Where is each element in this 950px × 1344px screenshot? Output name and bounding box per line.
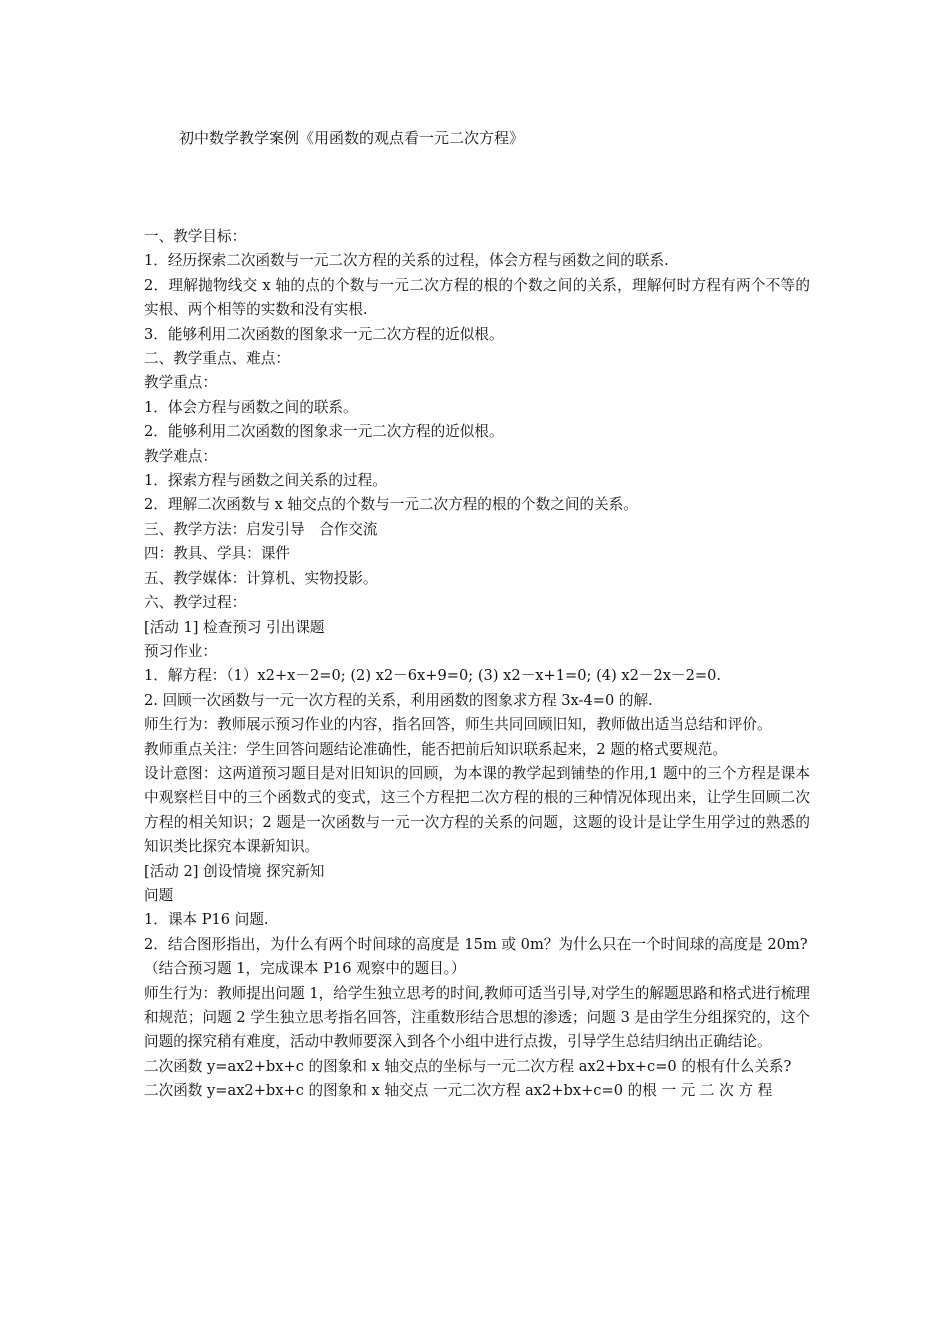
section-heading-media: 五、教学媒体：计算机、实物投影。 (144, 569, 378, 587)
paragraph: 师生行为：教师提出问题 1，给学生独立思考的时间,教师可适当引导,对学生的解题思路和格式进行梳理和规范；问题 2 学生独立思考指名回答，注重数形结合思想的渗透；问题 3 是由学生分组探究的，这个问题的探究稍有难度，活动中教师要深入到各个小组中进行点拨，引导学生总结归纳出正确结论。 (144, 984, 810, 1051)
paragraph: 教学难点： (144, 447, 217, 465)
paragraph: 1．体会方程与函数之间的联系。 (144, 398, 358, 416)
paragraph: 师生行为：教师展示预习作业的内容，指名回答，师生共同回顾旧知，教师做出适当总结和评价。 (144, 716, 772, 734)
paragraph: 3．能够利用二次函数的图象求一元二次方程的近似根。 (144, 325, 504, 343)
paragraph: 2．结合图形指出，为什么有两个时间球的高度是 15m 或 0m？为什么只在一个时间球的高度是 20m? (144, 935, 808, 953)
paragraph: 2．能够利用二次函数的图象求一元二次方程的近似根。 (144, 423, 504, 441)
section-heading-objectives: 一、教学目标： (144, 228, 247, 245)
paragraph: 1．探索方程与函数之间关系的过程。 (144, 472, 387, 490)
paragraph: 2. 回顾一次函数与一元一次方程的关系，利用函数的图象求方程 3x-4=0 的解. (144, 691, 653, 709)
paragraph: 2．理解二次函数与 x 轴交点的个数与一元二次方程的根的个数之间的关系。 (144, 496, 638, 514)
paragraph: 预习作业： (144, 642, 217, 660)
section-heading-process: 六、教学过程： (144, 594, 247, 612)
section-heading-key-points: 二、教学重点、难点： (144, 350, 290, 368)
document-body (144, 225, 810, 1104)
activity-heading-2: [活动 2] 创设情境 探究新知 (144, 862, 325, 880)
activity-heading-1: [活动 1] 检查预习 引出课题 (144, 618, 325, 636)
paragraph: 问题 (144, 886, 174, 904)
paragraph: 设计意图：这两道预习题目是对旧知识的回顾，为本课的教学起到铺垫的作用,1 题中的三个方程是课本中观察栏目中的三个函数式的变式，这三个方程把二次方程的根的三种情况体现出来，让学生回顾二次方程的相关知识；2 题是一次函数与一元一次方程的关系的问题，这题的设计是让学生用学过的熟悉的知识类比探究本课新知识。 (144, 764, 810, 856)
paragraph: 2．理解抛物线交 x 轴的点的个数与一元二次方程的根的个数之间的关系，理解何时方程有两个不等的实根、两个相等的实数和没有实根. (144, 276, 810, 319)
document-title: 初中数学教学案例《用函数的观点看一元二次方程》 (179, 129, 525, 147)
paragraph: 1．课本 P16 问题. (144, 911, 269, 929)
section-heading-methods: 三、教学方法：启发引导 合作交流 (144, 520, 378, 538)
paragraph: 教师重点关注：学生回答问题结论准确性，能否把前后知识联系起来，2 题的格式要规范。 (144, 740, 728, 758)
paragraph: 二次函数 y=ax2+bx+c 的图象和 x 轴交点的坐标与一元二次方程 ax2+bx+c=0 的根有什么关系? (144, 1057, 792, 1075)
paragraph: 1．解方程：（1）x2+x－2=0; (2) x2－6x+9=0; (3) x2－x+1=0; (4) x2－2x－2=0. (144, 667, 722, 685)
paragraph: 1．经历探索二次函数与一元二次方程的关系的过程，体会方程与函数之间的联系. (144, 252, 669, 270)
paragraph: （结合预习题 1，完成课本 P16 观察中的题目。） (144, 960, 466, 978)
section-heading-tools: 四：教具、学具：课件 (144, 545, 290, 563)
paragraph: 二次函数 y=ax2+bx+c 的图象和 x 轴交点 一元二次方程 ax2+bx+c=0 的根 一 元 二 次 方 程 (144, 1082, 773, 1100)
paragraph: 教学重点： (144, 374, 217, 392)
